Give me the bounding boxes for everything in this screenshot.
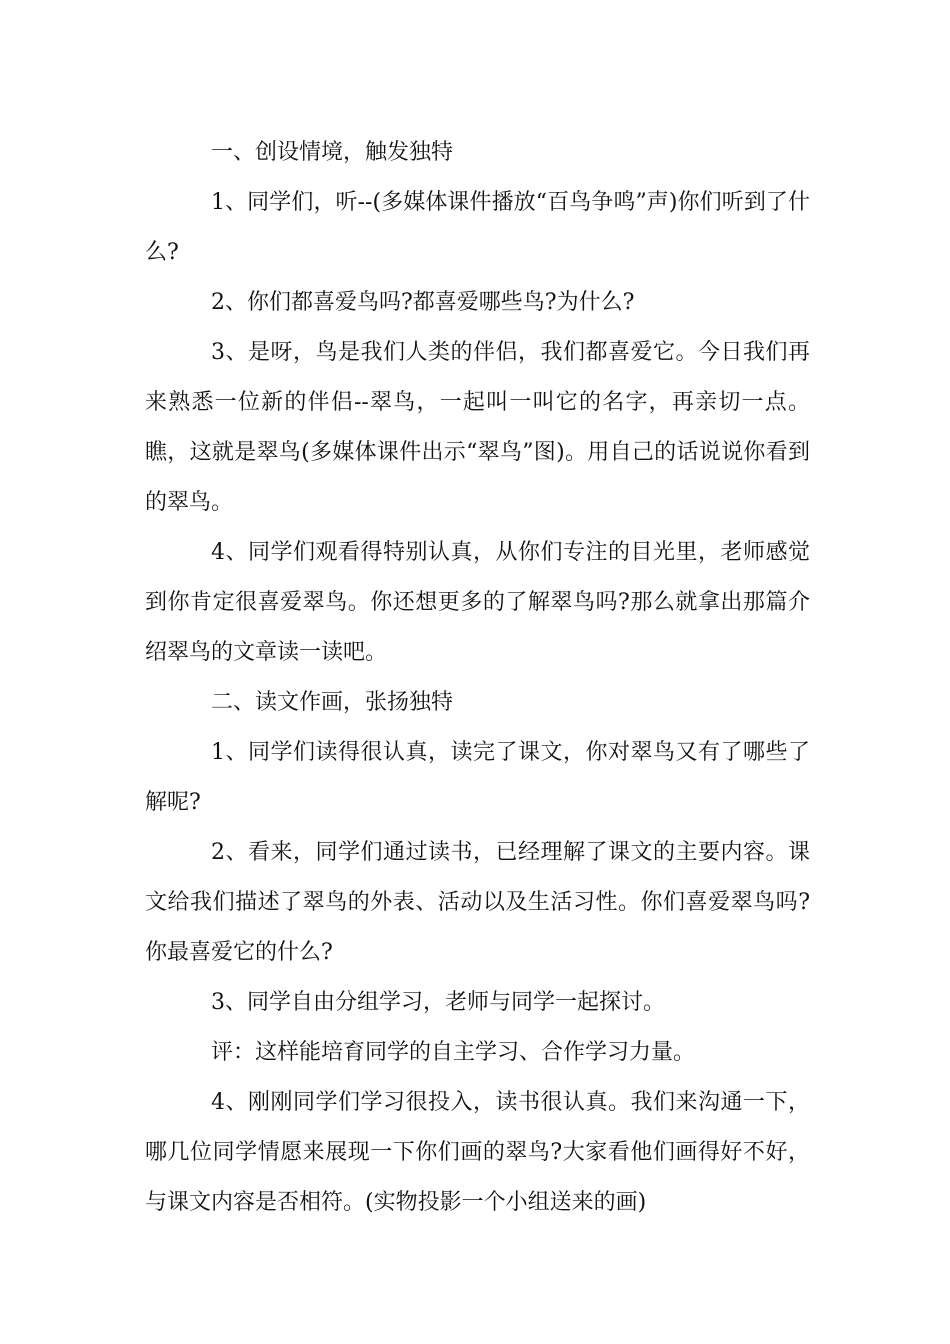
paragraph-2-comment: 评：这样能培育同学的自主学习、合作学习力量。 bbox=[211, 1040, 696, 1065]
paragraph-1-4: 4、同学们观看得特别认真，从你们专注的目光里，老师感觉到你肯定很喜爱翠鸟。你还想更多的了解翠鸟吗?那么就拿出那篇介绍翠鸟的文章读一读吧。 bbox=[145, 540, 810, 665]
paragraph-1-3: 3、是呀，鸟是我们人类的伴侣，我们都喜爱它。今日我们再来熟悉一位新的伴侣--翠鸟，一起叫一叫它的名字，再亲切一点。瞧，这就是翠鸟(多媒体课件出示“翠鸟”图)。用自己的话说说你看到的翠鸟。 bbox=[145, 340, 810, 515]
paragraph-2-3: 3、同学自由分组学习，老师与同学一起探讨。 bbox=[211, 990, 665, 1015]
document-body bbox=[145, 128, 810, 1228]
paragraph-1-2: 2、你们都喜爱鸟吗?都喜爱哪些鸟?为什么? bbox=[211, 290, 635, 315]
paragraph-2-2: 2、看来，同学们通过读书，已经理解了课文的主要内容。课文给我们描述了翠鸟的外表、活动以及生活习性。你们喜爱翠鸟吗?你最喜爱它的什么? bbox=[145, 840, 810, 965]
paragraph-2-1: 1、同学们读得很认真，读完了课文，你对翠鸟又有了哪些了解呢? bbox=[145, 740, 810, 815]
section-heading-1: 一、创设情境，触发独特 bbox=[211, 140, 454, 165]
section-heading-2: 二、读文作画，张扬独特 bbox=[211, 690, 454, 715]
paragraph-1-1: 1、同学们，听--(多媒体课件播放“百鸟争鸣”声)你们听到了什么? bbox=[145, 190, 810, 265]
paragraph-2-4: 4、刚刚同学们学习很投入，读书很认真。我们来沟通一下，哪几位同学情愿来展现一下你们画的翠鸟?大家看他们画得好不好，与课文内容是否相符。(实物投影一个小组送来的画) bbox=[145, 1090, 810, 1215]
